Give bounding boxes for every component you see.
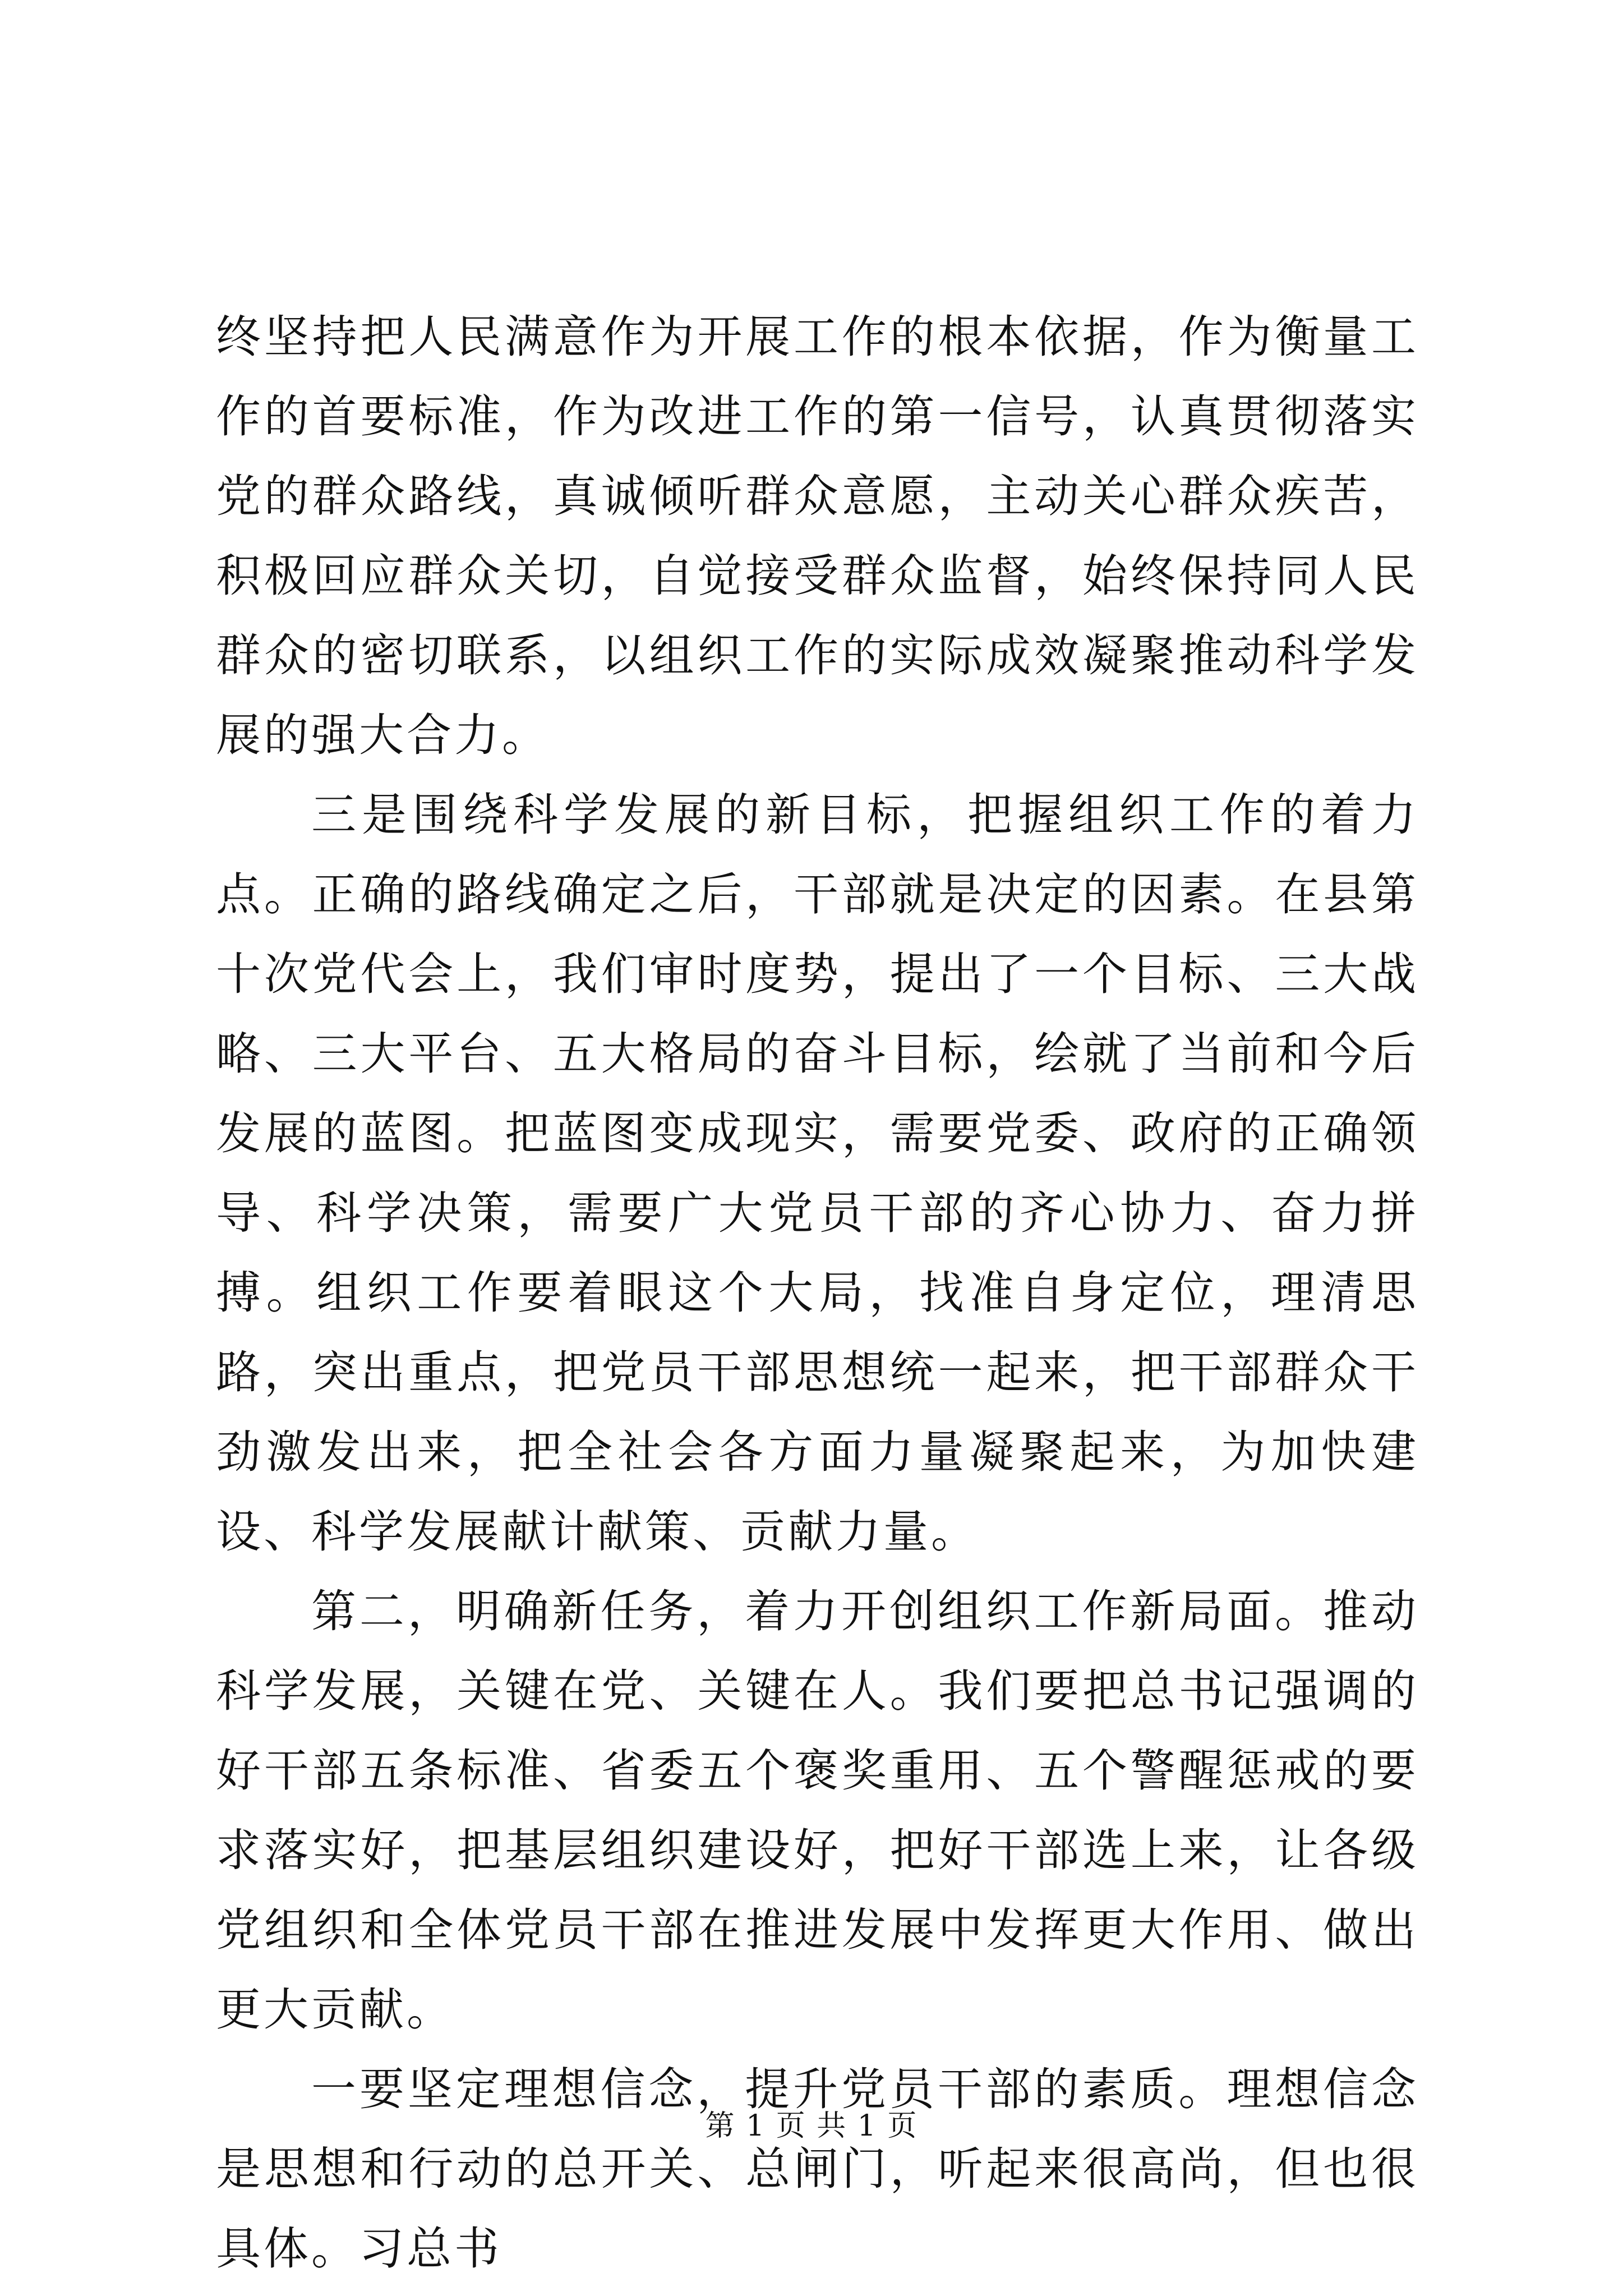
page-footer: 第 1 页 共 1 页 [705,2109,918,2143]
document-body [216,297,1419,2289]
paragraph-1: 终坚持把人民满意作为开展工作的根本依据，作为衡量工作的首要标准，作为改进工作的第一信号，认真贯彻落实党的群众路线，真诚倾听群众意愿，主动关心群众疾苦，积极回应群众关切，自觉接受群众监督，始终保持同人民群众的密切联系，以组织工作的实际成效凝聚推动科学发展的强大合力。 [216,311,1419,761]
paragraph-4: 一要坚定理想信念，提升党员干部的素质。理想信念是思想和行动的总开关、总闸门，听起来很高尚，但也很具体。习总书 [216,2063,1419,2275]
paragraph-2: 三是围绕科学发展的新目标，把握组织工作的着力点。正确的路线确定之后，干部就是决定的因素。在县第十次党代会上，我们审时度势，提出了一个目标、三大战略、三大平台、五大格局的奋斗目标，绘就了当前和今后发展的蓝图。把蓝图变成现实，需要党委、政府的正确领导、科学决策，需要广大党员干部的齐心协力、奋力拼搏。组织工作要着眼这个大局，找准自身定位，理清思路，突出重点，把党员干部思想统一起来，把干部群众干劲激发出来，把全社会各方面力量凝聚起来，为加快建设、科学发展献计献策、贡献力量。 [216,789,1419,1558]
paragraph-3: 第二，明确新任务，着力开创组织工作新局面。推动科学发展，关键在党、关键在人。我们要把总书记强调的好干部五条标准、省委五个褒奖重用、五个警醒惩戒的要求落实好，把基层组织建设好，把好干部选上来，让各级党组织和全体党员干部在推进发展中发挥更大作用、做出更大贡献。 [216,1585,1419,2036]
